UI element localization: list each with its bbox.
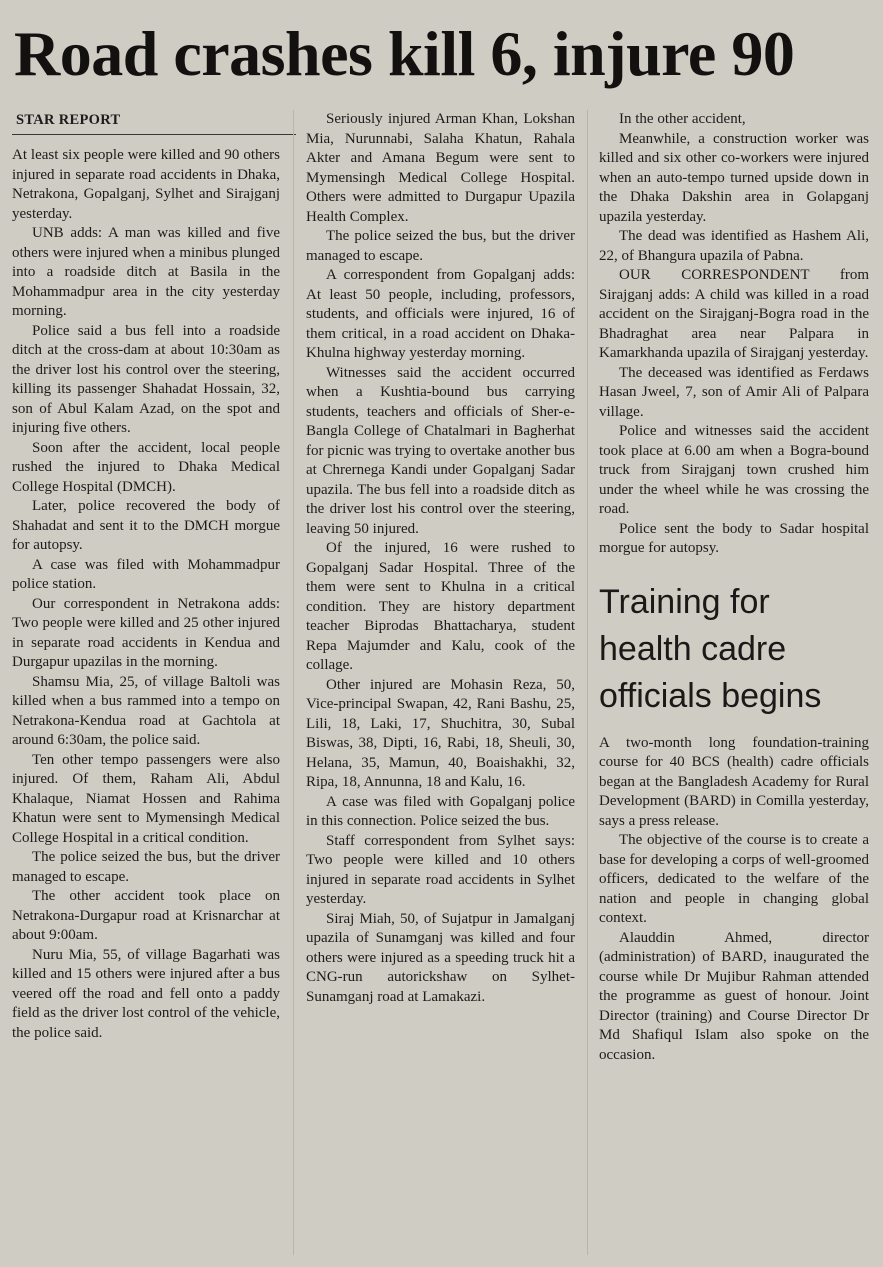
column-divider — [293, 110, 294, 1255]
story-paragraph: A correspondent from Gopalganj adds: At least 50 people, including, professors, students, and officials were injured, 16 of them critical, in a road accident on Dhaka-Khulna highway yesterday morning. — [306, 267, 575, 361]
column-1 — [12, 110, 280, 1043]
story-paragraph: The dead was identified as Hashem Ali, 22, of Bhangura upazila of Pabna. — [599, 228, 869, 264]
story-paragraph: Police said a bus fell into a roadside ditch at the cross-dam at about 10:30am as the driver lost his control over the steering, killing its passenger Shahadat Hossain, 32, son of Abul Kalam Azad, on the spot and injuring five others. — [12, 322, 280, 436]
story-paragraph: A case was filed with Mohammadpur police station. — [12, 556, 280, 592]
story-paragraph: Alauddin Ahmed, director (administration) of BARD, inaugurated the course while Dr Mujibur Rahman attended the programme as guest of honour. Joint Director (training) and Course Director Dr Md Shafiqul Islam also spoke on the occasion. — [599, 929, 869, 1063]
story-paragraph: The other accident took place on Netrakona-Durgapur road at Krisnarchar at about 9:00am. — [12, 888, 280, 943]
story-paragraph: Other injured are Mohasin Reza, 50, Vice-principal Swapan, 42, Rani Bashu, 25, Lili, 18, Laki, 17, Shuchitra, 30, Subal Biswas, 38, Dipti, 16, Rabi, 18, Sheuli, 30, Helana, 35, Mamun, 40, Boaishakhi, 32, Ripa, 18, Annunna, 18 and Kalu, 16. — [306, 676, 575, 790]
story-paragraph: Soon after the accident, local people rushed the injured to Dhaka Medical College Hospital (DMCH). — [12, 439, 280, 495]
byline: STAR REPORT — [12, 110, 296, 135]
column-3 — [599, 110, 869, 1065]
story-paragraph: OUR CORRESPONDENT from Sirajganj adds: A child was killed in a road accident on the Sirajganj-Bogra road in the Bhadraghat area near Palpara in Kamarkhanda upazila of Sirajganj yesterday. — [599, 267, 869, 361]
story-paragraph: A case was filed with Gopalganj police in this connection. Police seized the bus. — [306, 793, 575, 829]
story-paragraph: Our correspondent in Netrakona adds: Two people were killed and 25 other injured in separate road accidents in Kendua and Durgapur upazilas in the morning. — [12, 595, 280, 670]
story-paragraph: UNB adds: A man was killed and five others were injured when a minibus plunged into a roadside ditch at Basila in the Mohammadpur area in the city yesterday morning. — [12, 225, 280, 319]
main-headline: Road crashes kill 6, injure 90 — [14, 18, 795, 89]
column-divider — [587, 110, 588, 1255]
story-paragraph: Ten other tempo passengers were also injured. Of them, Raham Ali, Abdul Khalaque, Niamat Hossen and Rahima Khatun were sent to Mymensingh Medical College Hospital in a critical condition. — [12, 751, 280, 846]
story-paragraph: The police seized the bus, but the driver managed to escape. — [306, 228, 575, 264]
story-paragraph: The objective of the course is to create a base for developing a corps of well-groomed officers, dedicated to the welfare of the nation and people in changing global context. — [599, 832, 869, 926]
story-paragraph: Later, police recovered the body of Shahadat and sent it to the DMCH morgue for autopsy. — [12, 498, 280, 553]
story-paragraph: Shamsu Mia, 25, of village Baltoli was killed when a bus rammed into a tempo on Netrakona-Kendua road at Gachtola at around 6:30am, the police said. — [12, 673, 280, 748]
story-paragraph: A two-month long foundation-training course for 40 BCS (health) cadre officials began at the Bangladesh Academy for Rural Development (BARD) in Comilla yesterday, says a press release. — [599, 734, 869, 829]
story-paragraph: Siraj Miah, 50, of Sujatpur in Jamalganj upazila of Sunamganj was killed and four others were injured as a speeding truck hit a CNG-run autorickshaw on Sylhet-Sunamganj road at Lamakazi. — [306, 910, 575, 1005]
story-paragraph: Staff correspondent from Sylhet says: Two people were killed and 10 others injured in separate road accidents in Sylhet yesterday. — [306, 832, 575, 907]
story-paragraph: The police seized the bus, but the driver managed to escape. — [12, 849, 280, 885]
story-paragraph: The deceased was identified as Ferdaws Hasan Jweel, 7, son of Amir Ali of Palpara village. — [599, 364, 869, 420]
story-paragraph: Witnesses said the accident occurred when a Kushtia-bound bus carrying students, teachers and officials of Sher-e-Bangla College of Chatalmari in Bagherhat for picnic was trying to overtake another bus at Chrernega Kandi under Gopalganj Sadar upazila. The bus fell into a roadside ditch as the driver lost his control over the steering, leaving 50 injured. — [306, 364, 575, 537]
story-paragraph: Police and witnesses said the accident took place at 6.00 am when a Bogra-bound truck from Sirajganj town crushed him under the wheel while he was crossing the road. — [599, 423, 869, 517]
story-paragraph: Nuru Mia, 55, of village Bagarhati was killed and 15 others were injured after a bus veered off the road and fell onto a paddy field as the driver lost control of the vehicle, the police said. — [12, 946, 280, 1041]
story-paragraph: At least six people were killed and 90 others injured in separate road accidents in Dhaka, Netrakona, Gopalganj, Sylhet and Sirajganj yesterday. — [12, 147, 280, 222]
story-paragraph: Meanwhile, a construction worker was killed and six other co-workers were injured when an auto-tempo turned upside down in the Dhaka Dakshin area in Golapganj upazila yesterday. — [599, 130, 869, 225]
story-paragraph: Of the injured, 16 were rushed to Gopalganj Sadar Hospital. Three of the them were sent to Khulna in a critical condition. They are history department teacher Biprodas Bhattacharya, student Repa Majumder and Kalu, cook of the collage. — [306, 540, 575, 673]
secondary-headline: Training for health cadre officials begins — [599, 582, 822, 715]
story-paragraph: Police sent the body to Sadar hospital morgue for autopsy. — [599, 520, 869, 556]
column-2 — [306, 110, 575, 1007]
story-paragraph: Seriously injured Arman Khan, Lokshan Mia, Nurunnabi, Salaha Khatun, Rahala Akter and Amana Begum were sent to Mymensingh Medical College Hospital. Others were admitted to Durgapur Upazila Health Complex. — [306, 111, 575, 225]
story-paragraph: In the other accident, — [619, 111, 746, 127]
